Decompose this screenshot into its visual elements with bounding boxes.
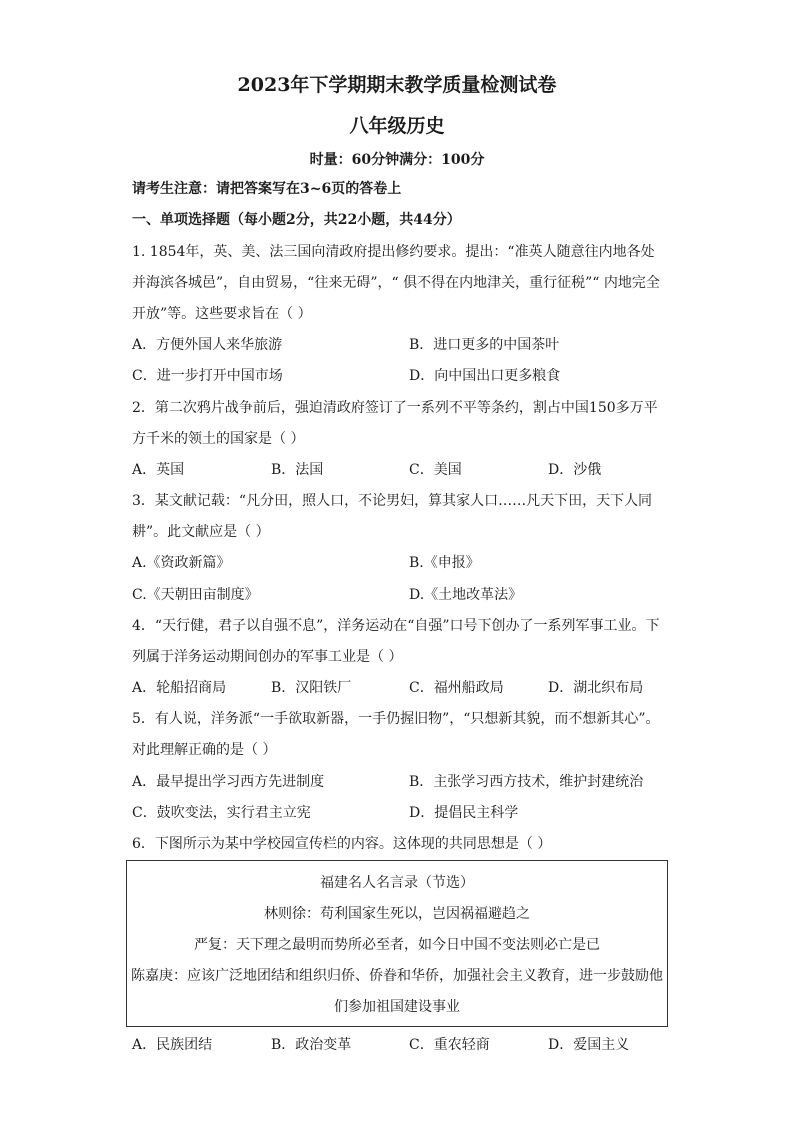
question-5-line-1: 5．有人说，洋务派“一手欲取新器，一手仍握旧物”，“只想新其貌，而不想新其心”。: [132, 711, 660, 727]
question-1-line-3: 开放”等。这些要求旨在（ ）: [132, 306, 312, 322]
question-4-option-c: C．福州船政局: [409, 680, 504, 696]
question-3-option-c: C.《天朝田亩制度》: [132, 587, 259, 603]
question-1-line-2: 并海滨各城邑”，自由贸易，“往来无碍”，“ 俱不得在内地津关，重行征税”“ 内地完全: [132, 275, 660, 291]
question-4-line-2: 列属于洋务运动期间创办的军事工业是（ ）: [132, 649, 403, 665]
question-1-option-d: D．向中国出口更多粮食: [409, 368, 561, 384]
question-1-option-a: A．方便外国人来华旅游: [132, 337, 283, 353]
exam-title: 2023年下学期期末教学质量检测试卷: [237, 74, 557, 96]
exam-time-info: 时量：60分钟满分：100分: [309, 152, 485, 168]
quote-lin-zexu: 林则徐：苟利国家生死以，岂因祸福避趋之: [264, 906, 530, 922]
question-3-line-2: 耕”。此文献应是（ ）: [132, 524, 270, 540]
question-4-line-1: 4．“天行健，君子以自强不息”，洋务运动在“自强”口号下创办了一系列军事工业。下: [132, 618, 660, 634]
question-3-option-d: D.《土地改革法》: [409, 587, 523, 603]
quote-yan-fu: 严复：天下理之最明而势所必至者，如今日中国不变法则必亡是已: [194, 937, 600, 953]
quote-box-title: 福建名人名言录（节选）: [320, 875, 474, 891]
question-6-option-b: B．政治变革: [271, 1037, 352, 1053]
question-2-option-d: D．沙俄: [548, 462, 602, 478]
question-6-option-c: C．重农轻商: [409, 1037, 490, 1053]
quote-chen-jiageng-line-2: 们参加祖国建设事业: [334, 999, 460, 1015]
question-3-line-1: 3．某文献记载：“凡分田，照人口，不论男妇，算其家人口……凡天下田，天下人同: [132, 493, 653, 509]
question-3-option-b: B.《申报》: [409, 555, 480, 571]
question-1-option-c: C．进一步打开中国市场: [132, 368, 283, 384]
question-6-option-a: A．民族团结: [132, 1037, 213, 1053]
question-5-option-b: B．主张学习西方技术，维护封建统治: [409, 774, 644, 790]
question-4-option-b: B．汉阳铁厂: [271, 680, 352, 696]
question-6-option-d: D．爱国主义: [548, 1037, 630, 1053]
question-5-option-a: A．最早提出学习西方先进制度: [132, 774, 325, 790]
question-5-option-c: C．鼓吹变法，实行君主立宪: [132, 805, 311, 821]
question-6-line-1: 6．下图所示为某中学校园宣传栏的内容。这体现的共同思想是（ ）: [132, 836, 552, 852]
question-4-option-a: A．轮船招商局: [132, 680, 227, 696]
question-2-option-b: B．法国: [271, 462, 324, 478]
question-2-option-c: C．美国: [409, 462, 462, 478]
quote-box: [126, 860, 668, 1027]
question-1-line-1: 1. 1854年，英、美、法三国向清政府提出修约要求。提出：“准英人随意往内地各处: [132, 244, 655, 260]
question-3-option-a: A.《资政新篇》: [132, 555, 231, 571]
question-4-option-d: D．湖北织布局: [548, 680, 644, 696]
question-5-option-d: D．提倡民主科学: [409, 805, 519, 821]
quote-chen-jiageng-line-1: 陈嘉庚：应该广泛地团结和组织归侨、侨眷和华侨，加强社会主义教育，进一步鼓励他: [131, 968, 663, 984]
question-5-line-2: 对此理解正确的是（ ）: [132, 742, 277, 758]
exam-notice: 请考生注意：请把答案写在3~6页的答卷上: [132, 181, 402, 197]
question-2-line-1: 2．第二次鸦片战争前后，强迫清政府签订了一系列不平等条约，割占中国150多万平: [132, 400, 658, 416]
question-2-option-a: A．英国: [132, 462, 185, 478]
question-2-line-2: 方千米的领土的国家是（ ）: [132, 431, 305, 447]
exam-subject: 八年级历史: [349, 115, 445, 137]
question-1-option-b: B．进口更多的中国茶叶: [409, 337, 560, 353]
section-heading: 一、单项选择题（每小题2分，共22小题，共44分）: [132, 212, 461, 228]
